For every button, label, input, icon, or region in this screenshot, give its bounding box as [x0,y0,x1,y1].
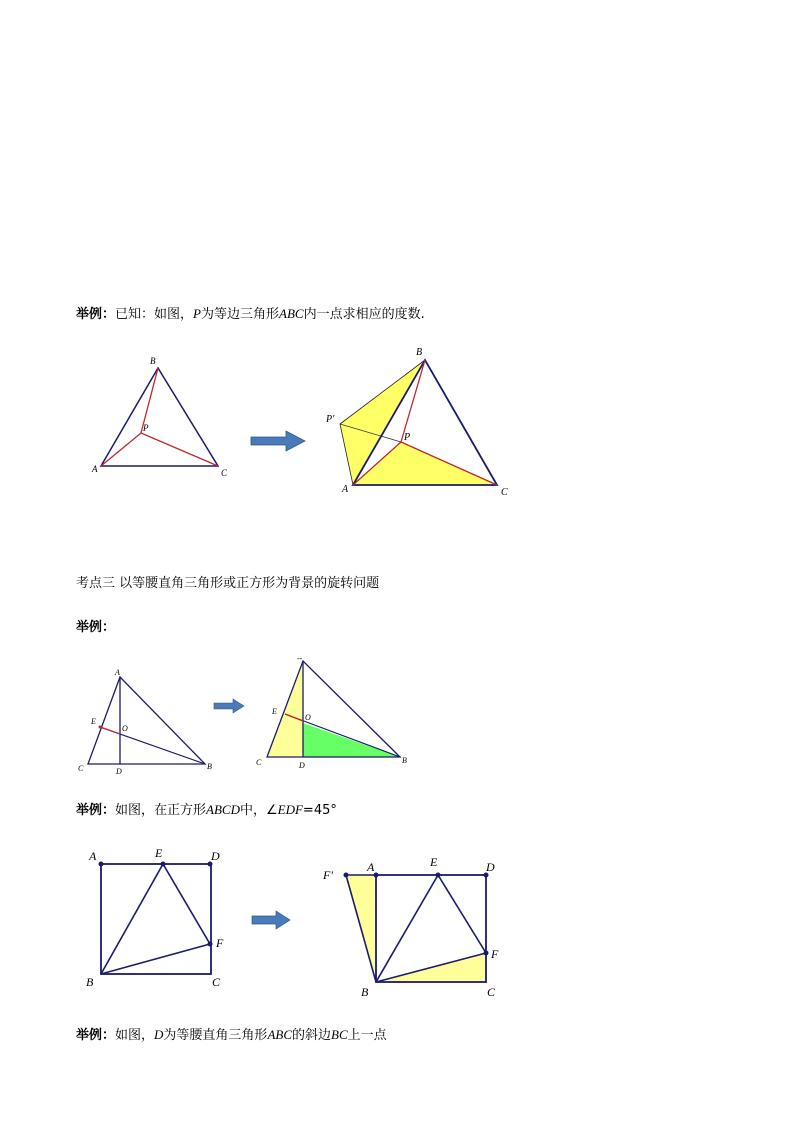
segment-eo [100,727,120,734]
arrow-right-icon [252,911,290,929]
label-b: B [361,985,369,999]
label-b: B [207,762,212,771]
example-label: 举例： [76,1028,116,1043]
label-a: A [367,860,375,874]
label-c: C [212,975,221,989]
label-f: F [491,947,499,961]
point-e [99,726,102,729]
example3-text: 举例：如图，在正方形ABCD中，∠EDF=45° [76,802,337,818]
figure-2-right [256,654,407,770]
example4-text: 举例：如图，D为等腰直角三角形ABC的斜边BC上一点 [76,1027,387,1043]
label-a: -- [297,654,303,663]
label-c: C [501,487,508,498]
label-o: O [122,724,128,733]
example-label: 举例： [76,803,116,818]
segment-ef [163,864,210,944]
label-e: E [155,846,163,860]
label-o: O [305,713,311,722]
label-e: E [272,707,277,716]
triangle-abc [88,677,205,764]
figure-2-left [78,668,212,776]
label-d: D [116,767,122,776]
label-b: B [402,756,407,765]
label-e: E [430,855,438,869]
point-a [99,862,104,867]
label-b: B [150,356,156,366]
label-p: P [143,423,149,433]
label-p: P [404,432,411,443]
label-d: D [299,761,305,770]
label-c: C [487,985,496,999]
label-a: A [342,484,349,495]
label-c: C [221,468,228,478]
point-e [161,862,166,867]
figure-3-left [86,846,224,989]
label-a: A [92,464,98,474]
label-f: F [216,936,224,950]
example-label: 举例： [76,307,116,322]
label-c: C [78,764,84,773]
label-b: B [86,975,94,989]
segment-bf [101,944,210,974]
segment-pa [101,433,141,466]
arrow-right-icon [251,431,305,451]
section-title: 考点三 以等腰直角三角形或正方形为背景的旋转问题 [76,576,380,591]
point-e [436,873,441,878]
label-p-prime: P′ [326,414,335,425]
segment-be [101,864,163,974]
label-d: D [211,849,220,863]
arrow-right-icon [214,699,244,713]
label-a: A [89,849,97,863]
point-f-prime [344,873,349,878]
label-b: B [416,347,423,358]
figure-1-left [91,356,228,478]
segment-pc [141,433,218,466]
point-f [484,951,489,956]
label-a: A [115,668,120,677]
label-e: E [91,717,96,726]
label-f-prime: F′ [323,868,333,882]
example-label: 举例： [76,620,116,635]
label-c: C [256,758,262,767]
label-d: D [486,860,495,874]
figure-3-right [322,855,499,999]
segment-ef [438,875,486,953]
segment-be [376,875,438,982]
example1-text: 举例：已知：如图，P为等边三角形ABC内一点求相应的度数. [76,306,425,322]
figure-1-right [325,347,508,498]
point-f [208,942,213,947]
